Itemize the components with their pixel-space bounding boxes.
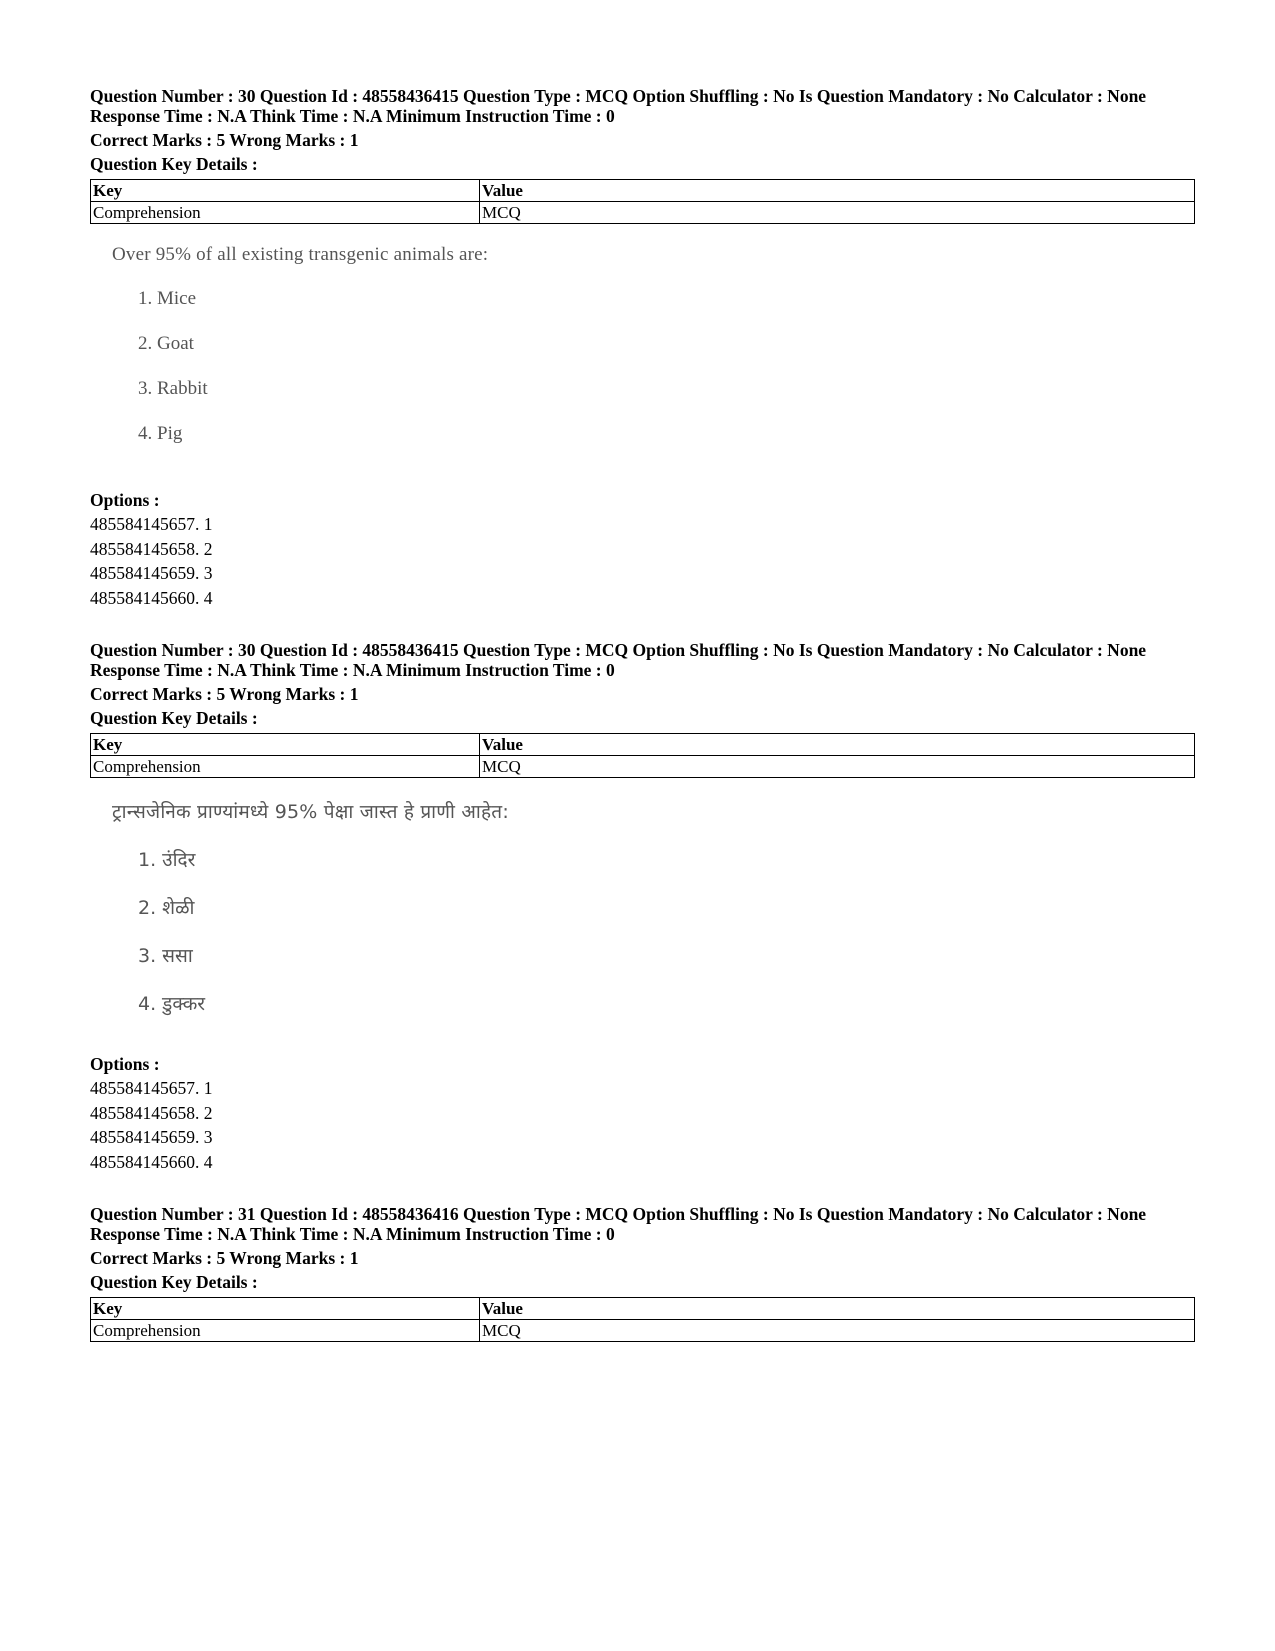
key-table-header-row [91,1298,1195,1320]
question-meta-line-1: Question Number : 30 Question Id : 48558436415 Question Type : MCQ Option Shuffling : No Is Question Mandatory : No Calculator : None [90,86,1147,106]
option-line: 485584145657. 1 [90,1078,213,1098]
option-line: 485584145659. 3 [90,563,213,583]
option-line: 485584145657. 1 [90,514,213,534]
key-details-table [90,179,1195,224]
question-meta-line-2: Response Time : N.A Think Time : N.A Minimum Instruction Time : 0 [90,660,615,680]
marks-line: Correct Marks : 5 Wrong Marks : 1 [90,1248,359,1268]
key-table-row [91,756,1195,778]
key-header-cell: Key [91,1298,480,1320]
options-label: Options : [90,490,160,510]
marks-line: Correct Marks : 5 Wrong Marks : 1 [90,684,359,704]
value-header-cell: Value [480,180,1195,202]
value-cell: MCQ [480,202,1195,224]
value-cell: MCQ [480,1320,1195,1342]
key-details-label: Question Key Details : [90,708,258,728]
key-cell: Comprehension [91,202,480,224]
question-block-3 [90,1204,1195,1342]
key-table-row [91,202,1195,224]
value-header-cell: Value [480,734,1195,756]
question-stem: ट्रान्सजेनिक प्राण्यांमध्ये 95% पेक्षा जास्त हे प्राणी आहेत: [112,801,509,823]
option-line: 485584145659. 3 [90,1127,213,1147]
key-cell: Comprehension [91,756,480,778]
option-line: 485584145660. 4 [90,587,213,608]
question-option: 1. उंदिर [138,849,196,871]
question-option: 2. Goat [138,333,194,354]
question-option: 1. Mice [138,288,197,309]
question-option: 4. डुक्कर [138,993,206,1015]
key-details-table [90,1297,1195,1342]
question-stem: Over 95% of all existing transgenic animals are: [112,244,489,265]
key-details-label: Question Key Details : [90,154,258,174]
document-page [90,86,1195,1342]
key-details-label: Question Key Details : [90,1272,258,1292]
question-option: 3. Rabbit [138,378,208,399]
key-table-header-row [91,734,1195,756]
key-details-table [90,733,1195,778]
key-table-header-row [91,180,1195,202]
key-cell: Comprehension [91,1320,480,1342]
question-option: 4. Pig [138,423,183,444]
value-header-cell: Value [480,1298,1195,1320]
option-line: 485584145658. 2 [90,538,213,559]
question-block-2 [90,640,1195,1174]
key-table-row [91,1320,1195,1342]
options-label: Options : [90,1054,160,1074]
question-meta-line-1: Question Number : 31 Question Id : 48558436416 Question Type : MCQ Option Shuffling : No Is Question Mandatory : No Calculator : None [90,1204,1147,1224]
value-cell: MCQ [480,756,1195,778]
key-header-cell: Key [91,734,480,756]
question-meta-line-2: Response Time : N.A Think Time : N.A Minimum Instruction Time : 0 [90,1224,615,1244]
question-option: 2. शेळी [138,897,195,919]
key-header-cell: Key [91,180,480,202]
marks-line: Correct Marks : 5 Wrong Marks : 1 [90,130,359,150]
question-image [90,798,1195,1048]
question-option: 3. ससा [138,945,193,967]
question-image [90,244,1195,484]
option-line: 485584145658. 2 [90,1102,213,1123]
question-meta-line-1: Question Number : 30 Question Id : 48558436415 Question Type : MCQ Option Shuffling : No Is Question Mandatory : No Calculator : None [90,640,1147,660]
question-block-1 [90,86,1195,610]
question-meta-line-2: Response Time : N.A Think Time : N.A Minimum Instruction Time : 0 [90,106,615,126]
option-line: 485584145660. 4 [90,1151,213,1172]
